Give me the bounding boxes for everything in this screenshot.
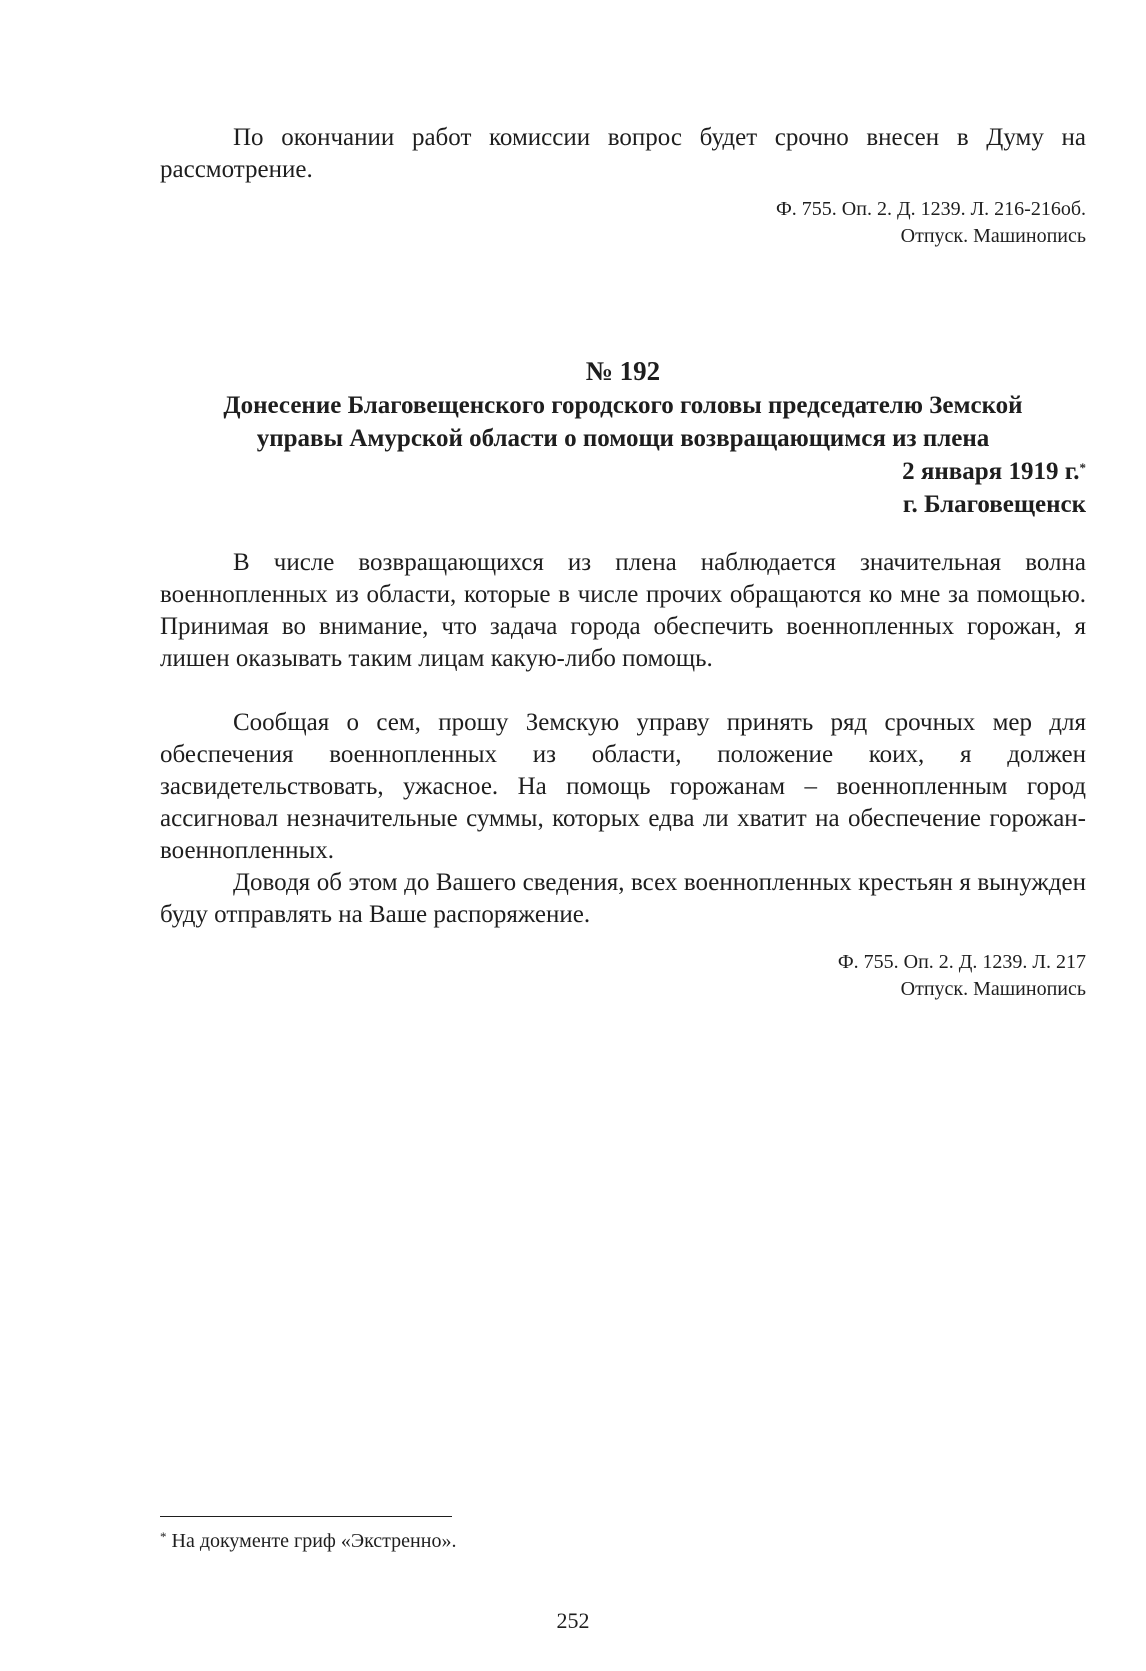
page-number: 252 xyxy=(556,1608,590,1633)
footnote-mark: * xyxy=(160,1529,167,1544)
document-place: г. Благовещенск xyxy=(902,491,1086,518)
document-title-line-2: управы Амурской области о помощи возвращающимся из плена xyxy=(256,425,990,452)
archive-reference-bottom: Ф. 755. Оп. 2. Д. 1239. Л. 217 xyxy=(837,951,1086,973)
document-date-text: 2 января 1919 г. xyxy=(902,458,1080,485)
body-paragraph-3: Доводя об этом до Вашего сведения, всех военнопленных крестьян я вынужден буду отправлять на Ваше распоряжение. xyxy=(160,869,1086,928)
footnote-text: На документе гриф «Экстренно». xyxy=(171,1530,457,1552)
document-title-line-1: Донесение Благовещенского городского головы председателю Земской xyxy=(223,392,1023,419)
footnote-marker: * xyxy=(1079,460,1086,475)
archive-note-top: Отпуск. Машинопись xyxy=(900,225,1086,247)
intro-paragraph: По окончании работ комиссии вопрос будет срочно внесен в Думу на рассмотрение. xyxy=(160,124,1086,183)
footnote xyxy=(160,1528,456,1554)
archive-note-bottom: Отпуск. Машинопись xyxy=(900,978,1086,1000)
body-paragraph-1: В числе возвращающихся из плена наблюдается значительная волна военнопленных из области, которые в числе прочих обращаются ко мне за помощью. Принимая во внимание, что задача города обеспечить военнопленных горожан, я лишен оказывать таким лицам какую-либо помощь. xyxy=(160,549,1086,672)
body-paragraph-2: Сообщая о сем, прошу Земскую управу принять ряд срочных мер для обеспечения военнопленных из области, положение коих, я должен засвидетельствовать, ужасное. На помощь горожанам – военнопленным город ассигновал незначительные суммы, которых едва ли хватит на обеспечение горожан-военнопленных. xyxy=(160,709,1086,864)
footnote-separator xyxy=(160,1516,452,1517)
archive-reference-top: Ф. 755. Оп. 2. Д. 1239. Л. 216-216об. xyxy=(776,198,1086,220)
document-number: № 192 xyxy=(585,356,661,386)
document-date xyxy=(160,455,1086,488)
